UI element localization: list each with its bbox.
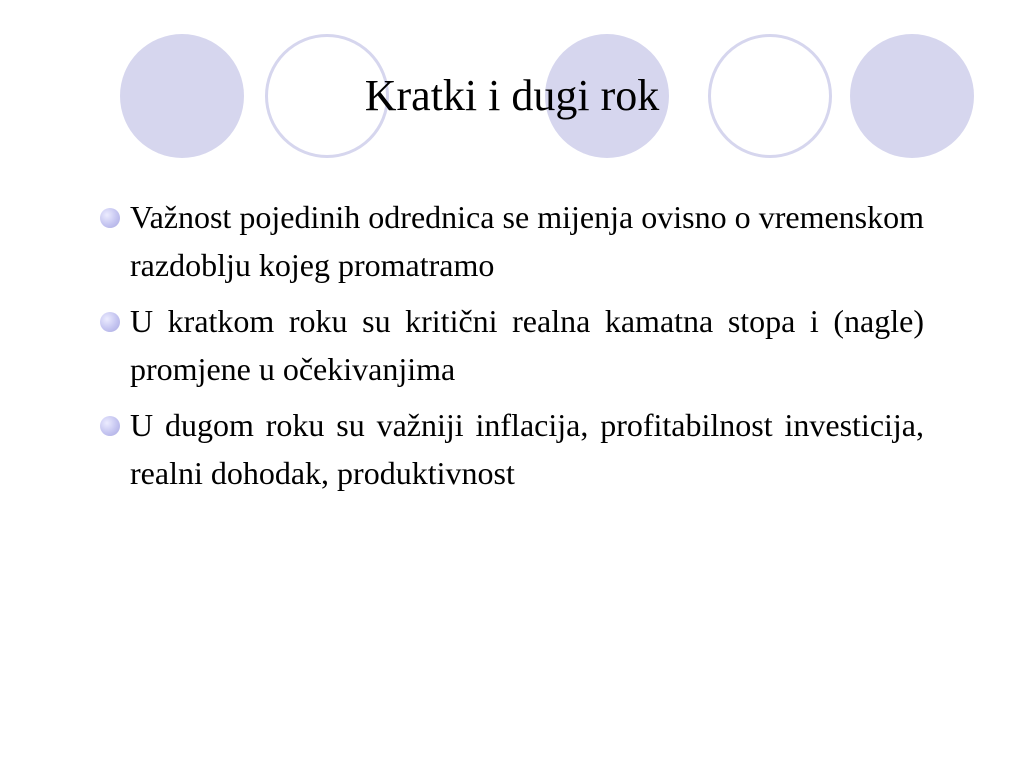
bullet-dot-icon [100, 312, 120, 332]
bullet-text: U kratkom roku su kritični realna kamatna stopa i (nagle) promjene u očekivanjima [130, 303, 924, 387]
bullet-dot-icon [100, 416, 120, 436]
bullet-text: U dugom roku su važniji inflacija, profitabilnost investicija, realni dohodak, produktivnost [130, 407, 924, 491]
slide-title: Kratki i dugi rok [364, 71, 660, 120]
bullet-item [94, 193, 924, 289]
bullet-dot-icon [100, 208, 120, 228]
bullet-item [94, 297, 924, 393]
bullet-text: Važnost pojedinih odrednica se mijenja ovisno o vremenskom razdoblju kojeg promatramo [130, 199, 924, 283]
bullet-item [94, 401, 924, 497]
bullet-list [94, 193, 924, 505]
